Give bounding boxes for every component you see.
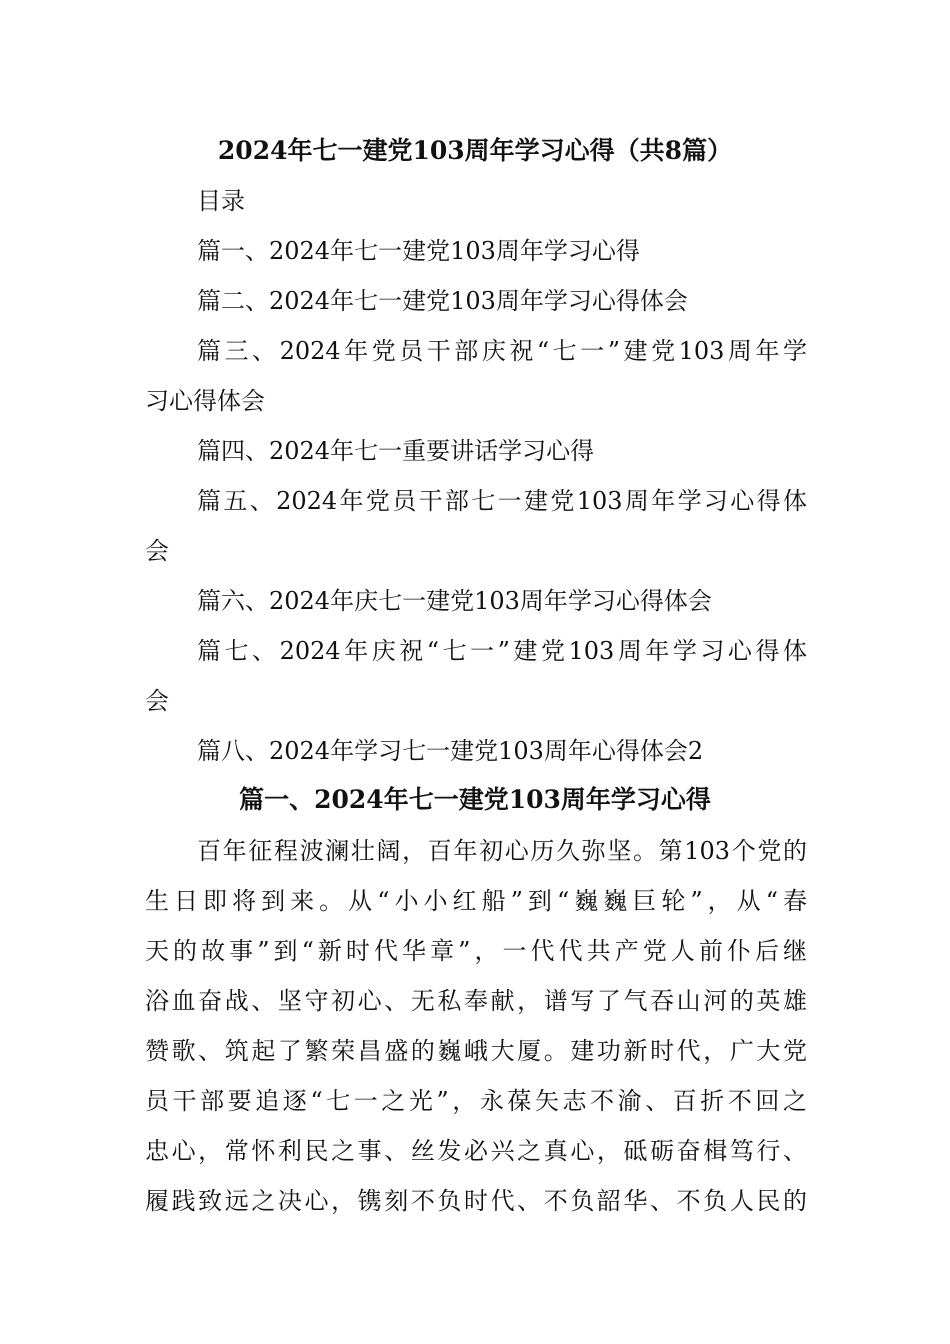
body-line: 员干部要追逐“七一之光”，永葆矢志不渝、百折不回之 <box>145 1087 807 1115</box>
toc-line: 会 <box>145 687 169 715</box>
body-line: 履践致远之决心，镌刻不负时代、不负韶华、不负人民的 <box>145 1187 807 1215</box>
toc-line: 篇四、2024年七一重要讲话学习心得 <box>197 437 595 465</box>
toc-line: 篇八、2024年学习七一建党103周年心得体会2 <box>197 737 704 765</box>
body-line: 天的故事”到“新时代华章”，一代代共产党人前仆后继 <box>145 937 807 965</box>
body-line: 百年征程波澜壮阔，百年初心历久弥坚。第103个党的 <box>197 837 807 865</box>
section-heading: 篇一、2024年七一建党103周年学习心得 <box>239 785 711 814</box>
toc-line: 篇三、2024年党员干部庆祝“七一”建党103周年学 <box>197 337 807 365</box>
toc-heading: 目录 <box>197 187 245 215</box>
body-line: 赞歌、筑起了繁荣昌盛的巍峨大厦。建功新时代，广大党 <box>145 1037 807 1065</box>
body-line: 生日即将到来。从“小小红船”到“巍巍巨轮”，从“春 <box>145 887 807 915</box>
toc-line: 篇二、2024年七一建党103周年学习心得体会 <box>197 287 688 315</box>
toc-line: 篇七、2024年庆祝“七一”建党103周年学习心得体 <box>197 637 807 665</box>
toc-line: 习心得体会 <box>145 387 265 415</box>
document-title: 2024年七一建党103周年学习心得（共8篇） <box>217 136 733 165</box>
toc-line: 篇六、2024年庆七一建党103周年学习心得体会 <box>197 587 712 615</box>
body-line: 浴血奋战、坚守初心、无私奉献，谱写了气吞山河的英雄 <box>145 987 807 1015</box>
toc-line: 篇五、2024年党员干部七一建党103周年学习心得体 <box>197 487 807 515</box>
toc-line: 篇一、2024年七一建党103周年学习心得 <box>197 237 640 265</box>
toc-line: 会 <box>145 537 169 565</box>
body-line: 忠心，常怀利民之事、丝发必兴之真心，砥砺奋楫笃行、 <box>145 1137 807 1165</box>
